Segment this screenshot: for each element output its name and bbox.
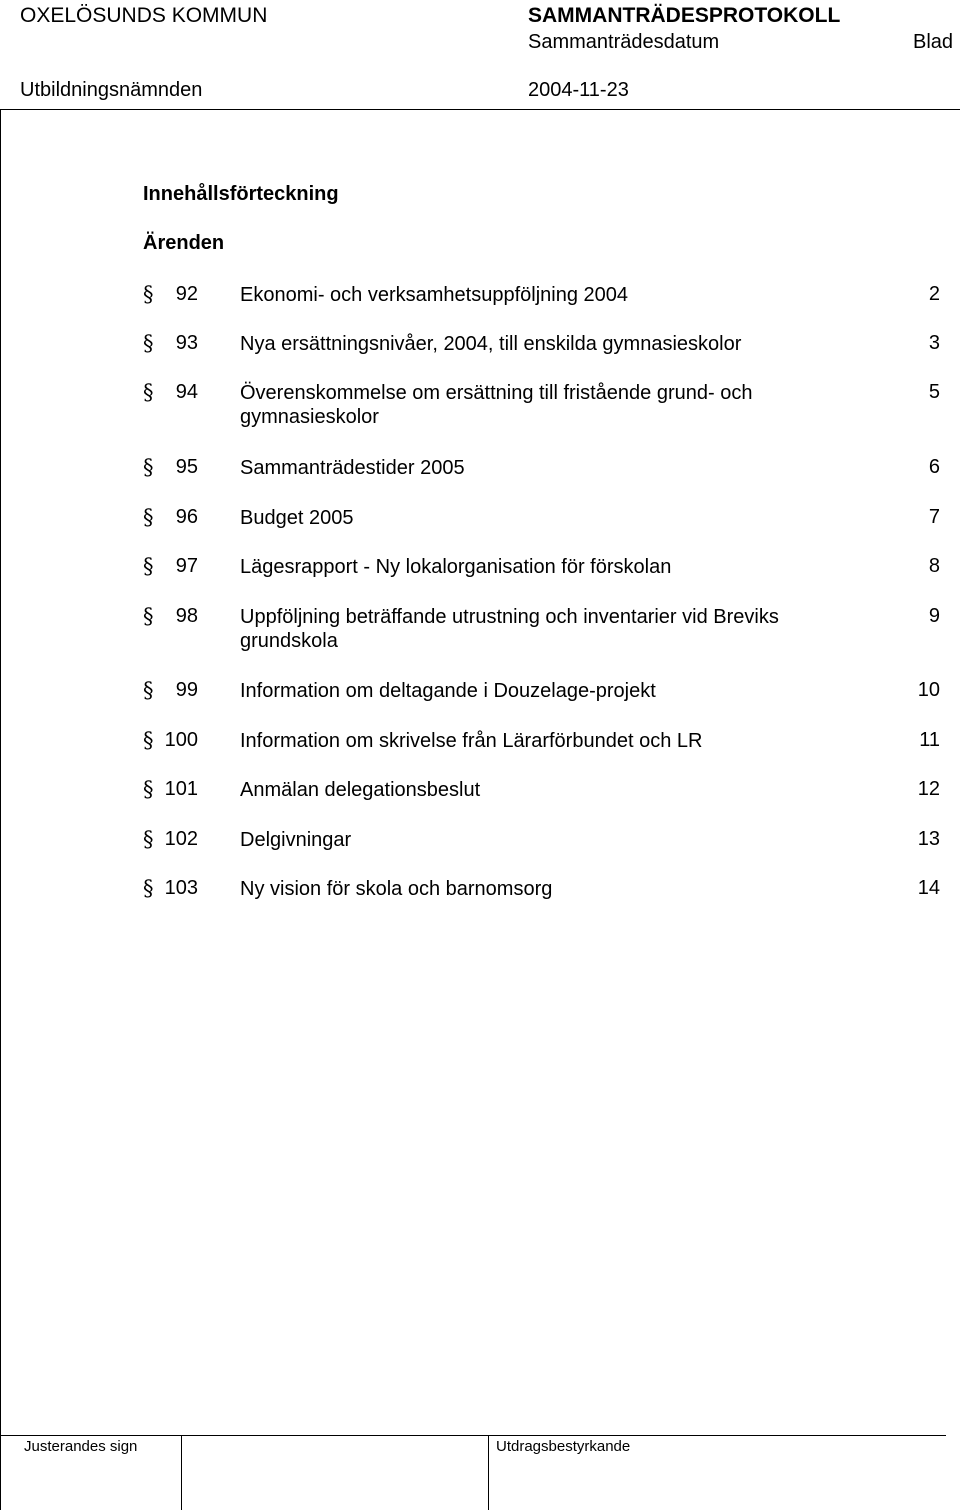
item-text: Ekonomi- och verksamhetsuppföljning 2004	[240, 284, 628, 306]
item-number: 99	[175, 679, 198, 701]
toc-item	[0, 506, 960, 556]
item-text: Uppföljning beträffande utrustning och inventarier vid Breviks grundskola	[240, 606, 779, 652]
item-page: 3	[928, 332, 940, 354]
toc-item	[0, 828, 960, 878]
toc-item	[0, 605, 960, 655]
section-symbol: §	[143, 876, 154, 900]
item-page: 6	[928, 456, 940, 478]
item-text: Lägesrapport - Ny lokalorganisation för förskolan	[240, 556, 672, 578]
item-page: 10	[917, 679, 940, 701]
item-number: 103	[164, 877, 198, 899]
meeting-date: 2004-11-23	[528, 79, 629, 101]
toc-subtitle: Ärenden	[143, 232, 225, 254]
signature-label: Justerandes sign	[24, 1438, 138, 1455]
section-symbol: §	[143, 380, 154, 404]
toc-item	[0, 729, 960, 779]
item-text: Överenskommelse om ersättning till fristående grund- och gymnasieskolor	[240, 382, 753, 428]
item-number: 96	[175, 506, 198, 528]
footer-divider	[0, 1435, 946, 1436]
item-text: Nya ersättningsnivåer, 2004, till enskilda gymnasieskolor	[240, 333, 742, 355]
item-page: 8	[928, 555, 940, 577]
item-number: 97	[175, 555, 198, 577]
section-symbol: §	[143, 604, 154, 628]
organization-name: OXELÖSUNDS KOMMUN	[20, 4, 268, 27]
section-symbol: §	[143, 455, 154, 479]
item-page: 5	[928, 381, 940, 403]
item-text: Sammanträdestider 2005	[240, 457, 465, 479]
toc-item	[0, 381, 960, 431]
header-divider	[0, 109, 960, 110]
item-text: Budget 2005	[240, 507, 354, 529]
item-page: 2	[928, 283, 940, 305]
toc-item	[0, 679, 960, 729]
toc-item	[0, 332, 960, 382]
item-text: Anmälan delegationsbeslut	[240, 779, 481, 801]
item-text: Information om deltagande i Douzelage-projekt	[240, 680, 656, 702]
section-symbol: §	[143, 331, 154, 355]
item-number: 102	[164, 828, 198, 850]
item-number: 95	[175, 456, 198, 478]
item-page: 14	[917, 877, 940, 899]
toc-item	[0, 778, 960, 828]
footer-separator	[488, 1435, 489, 1510]
item-page: 7	[928, 506, 940, 528]
toc-item	[0, 283, 960, 333]
toc-item	[0, 456, 960, 506]
section-symbol: §	[143, 282, 154, 306]
meeting-date-label: Sammanträdesdatum	[528, 31, 720, 53]
section-symbol: §	[143, 827, 154, 851]
section-symbol: §	[143, 678, 154, 702]
section-symbol: §	[143, 728, 154, 752]
item-number: 93	[175, 332, 198, 354]
toc-item	[0, 555, 960, 605]
document-type: SAMMANTRÄDESPROTOKOLL	[528, 4, 841, 27]
item-text: Delgivningar	[240, 829, 352, 851]
item-text: Ny vision för skola och barnomsorg	[240, 878, 553, 900]
section-symbol: §	[143, 554, 154, 578]
item-text: Information om skrivelse från Lärarförbundet och LR	[240, 730, 703, 752]
page-label: Blad	[913, 31, 954, 53]
footer-separator	[181, 1435, 182, 1510]
item-page: 11	[919, 729, 940, 751]
board-name: Utbildningsnämnden	[20, 79, 203, 101]
section-symbol: §	[143, 777, 154, 801]
item-number: 92	[175, 283, 198, 305]
item-number: 98	[175, 605, 198, 627]
item-page: 9	[928, 605, 940, 627]
section-symbol: §	[143, 505, 154, 529]
item-number: 94	[175, 381, 198, 403]
item-page: 12	[917, 778, 940, 800]
item-number: 100	[164, 729, 198, 751]
toc-item	[0, 877, 960, 927]
toc-title: Innehållsförteckning	[143, 183, 339, 205]
item-number: 101	[164, 778, 198, 800]
item-page: 13	[917, 828, 940, 850]
certification-label: Utdragsbestyrkande	[496, 1438, 631, 1455]
